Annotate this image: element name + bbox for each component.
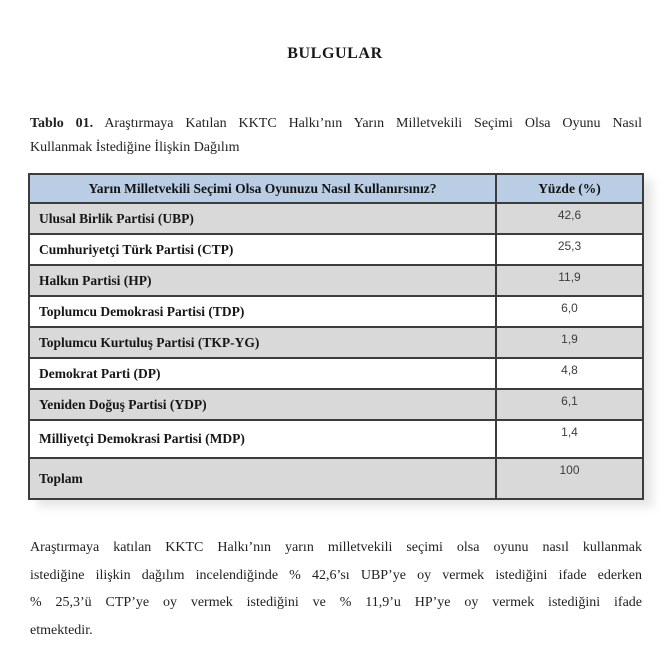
party-name: Cumhuriyetçi Türk Partisi (CTP) (29, 234, 496, 265)
table-row-dp (29, 358, 643, 389)
question-column-header: Yarın Milletvekili Seçimi Olsa Oyunuzu Nasıl Kullanırsınız? (29, 174, 496, 203)
table-caption-line-2: Kullanmak İstediğine İlişkin Dağılım (30, 140, 240, 155)
percent-value: 25,3 (496, 234, 643, 265)
percent-column-header: Yüzde (%) (496, 174, 643, 203)
table-caption-text: Araştırmaya Katılan KKTC Halkı’nın Yarın Milletvekili Seçimi Olsa Oyunu Nasıl (104, 116, 643, 131)
table-row-hp (29, 265, 643, 296)
total-value: 100 (496, 458, 643, 499)
party-name: Toplumcu Kurtuluş Partisi (TKP-YG) (29, 327, 496, 358)
table-row-tkp-yg (29, 327, 643, 358)
party-name: Ulusal Birlik Partisi (UBP) (29, 203, 496, 234)
page-content (28, 44, 642, 644)
results-table (28, 173, 644, 500)
percent-value: 6,1 (496, 389, 643, 420)
table-caption-number: Tablo 01. (30, 116, 94, 131)
percent-value: 4,8 (496, 358, 643, 389)
table-row-tdp (29, 296, 643, 327)
party-name: Milliyetçi Demokrasi Partisi (MDP) (29, 420, 496, 458)
paragraph-line-3: % 25,3’ü CTP’ye oy vermek istediğini ve % 11,9’u HP’ye oy vermek istediğini ifade (30, 595, 642, 610)
percent-value: 11,9 (496, 265, 643, 296)
table-row-ydp (29, 389, 643, 420)
paragraph-line-4: etmektedir. (30, 622, 93, 638)
table-caption-line-1 (30, 112, 642, 136)
party-name: Halkın Partisi (HP) (29, 265, 496, 296)
percent-value: 6,0 (496, 296, 643, 327)
party-name: Toplumcu Demokrasi Partisi (TDP) (29, 296, 496, 327)
percent-value: 1,4 (496, 420, 643, 458)
percent-value: 1,9 (496, 327, 643, 358)
paragraph-line-1: Araştırmaya katılan KKTC Halkı’nın yarın milletvekili seçimi olsa oyunu nasıl kullanmak (30, 540, 642, 555)
table-header-row (29, 174, 643, 203)
table-caption (30, 112, 642, 160)
party-name: Yeniden Doğuş Partisi (YDP) (29, 389, 496, 420)
table-row-total (29, 458, 643, 499)
table-row-ctp (29, 234, 643, 265)
total-label: Toplam (29, 458, 496, 499)
body-paragraph (30, 534, 642, 644)
table-row-ubp (29, 203, 643, 234)
party-name: Demokrat Parti (DP) (29, 358, 496, 389)
section-title: BULGULAR (287, 45, 383, 62)
paragraph-line-2: istediğine ilişkin dağılım incelendiğinde % 42,6’sı UBP’ye oy vermek istediğini ifade ederken (30, 567, 642, 583)
table-row-mdp (29, 420, 643, 458)
percent-value: 42,6 (496, 203, 643, 234)
